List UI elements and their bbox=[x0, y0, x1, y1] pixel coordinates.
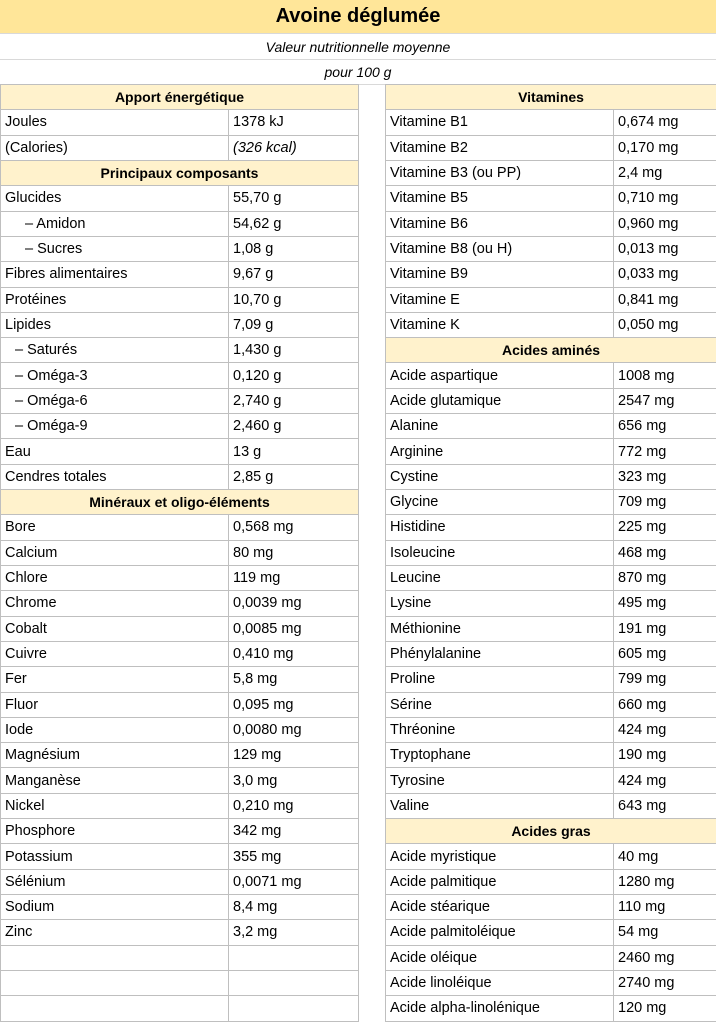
nutrient-row bbox=[1, 895, 359, 920]
nutrient-row bbox=[1, 135, 359, 160]
nutrient-name: Cobalt bbox=[1, 616, 229, 641]
nutrient-value bbox=[229, 970, 359, 995]
nutrient-row bbox=[1, 591, 359, 616]
nutrient-row bbox=[1, 540, 359, 565]
nutrient-row bbox=[386, 945, 716, 970]
nutrient-row bbox=[386, 616, 716, 641]
nutrient-row bbox=[1, 692, 359, 717]
nutrient-name: Acide linoléique bbox=[386, 970, 614, 995]
nutrient-name: – Oméga-6 bbox=[1, 388, 229, 413]
nutrient-row bbox=[1, 312, 359, 337]
nutrient-value: 468 mg bbox=[614, 540, 716, 565]
nutrient-value: 2460 mg bbox=[614, 945, 716, 970]
nutrient-name: Vitamine B1 bbox=[386, 110, 614, 135]
nutrient-row bbox=[386, 996, 716, 1021]
nutrient-name: Eau bbox=[1, 439, 229, 464]
nutrient-row bbox=[1, 262, 359, 287]
nutrient-value: 129 mg bbox=[229, 743, 359, 768]
nutrient-value: 0,210 mg bbox=[229, 793, 359, 818]
nutrient-value: 656 mg bbox=[614, 414, 716, 439]
section-header-row bbox=[386, 819, 716, 844]
nutrient-value: 54,62 g bbox=[229, 211, 359, 236]
nutrient-value: 2547 mg bbox=[614, 388, 716, 413]
nutrient-value: 0,674 mg bbox=[614, 110, 716, 135]
nutrient-value: 190 mg bbox=[614, 743, 716, 768]
nutrient-row bbox=[386, 388, 716, 413]
nutrient-row bbox=[1, 869, 359, 894]
nutrient-value: 0,0085 mg bbox=[229, 616, 359, 641]
nutrient-name: Phénylalanine bbox=[386, 641, 614, 666]
nutrient-name: Lipides bbox=[1, 312, 229, 337]
nutrient-value: 0,0071 mg bbox=[229, 869, 359, 894]
nutrient-row bbox=[386, 186, 716, 211]
nutrient-name: Fer bbox=[1, 667, 229, 692]
nutrient-value: 0,841 mg bbox=[614, 287, 716, 312]
nutrient-name bbox=[1, 970, 229, 995]
nutrient-value: 0,170 mg bbox=[614, 135, 716, 160]
nutrient-name: Alanine bbox=[386, 414, 614, 439]
nutrient-name: Arginine bbox=[386, 439, 614, 464]
nutrient-name: Manganèse bbox=[1, 768, 229, 793]
nutrient-row bbox=[386, 439, 716, 464]
nutrient-name: Acide glutamique bbox=[386, 388, 614, 413]
nutrient-row bbox=[386, 895, 716, 920]
nutrient-value: 54 mg bbox=[614, 920, 716, 945]
nutrient-name: – Saturés bbox=[1, 338, 229, 363]
nutrient-value: 772 mg bbox=[614, 439, 716, 464]
nutrient-value: 0,095 mg bbox=[229, 692, 359, 717]
nutrient-row bbox=[386, 768, 716, 793]
nutrient-name: Vitamine E bbox=[386, 287, 614, 312]
nutrient-name: Vitamine B2 bbox=[386, 135, 614, 160]
nutrient-value: 605 mg bbox=[614, 641, 716, 666]
nutrient-row bbox=[1, 388, 359, 413]
nutrient-name: Sélénium bbox=[1, 869, 229, 894]
nutrient-name: Vitamine B8 (ou H) bbox=[386, 236, 614, 261]
section-header: Vitamines bbox=[386, 85, 716, 110]
right-nutrient-table bbox=[385, 84, 716, 1022]
nutrient-name: Proline bbox=[386, 667, 614, 692]
nutrient-value: 110 mg bbox=[614, 895, 716, 920]
nutrient-row bbox=[386, 236, 716, 261]
nutrient-name: Isoleucine bbox=[386, 540, 614, 565]
nutrient-name: Protéines bbox=[1, 287, 229, 312]
nutrient-row bbox=[386, 135, 716, 160]
nutrient-row bbox=[1, 186, 359, 211]
nutrient-name: Magnésium bbox=[1, 743, 229, 768]
section-header-row bbox=[386, 85, 716, 110]
nutrient-row bbox=[386, 211, 716, 236]
nutrient-value: (326 kcal) bbox=[229, 135, 359, 160]
nutrient-value: 55,70 g bbox=[229, 186, 359, 211]
nutrient-row bbox=[386, 565, 716, 590]
section-header-row bbox=[1, 85, 359, 110]
nutrient-value: 0,0039 mg bbox=[229, 591, 359, 616]
nutrient-value: 120 mg bbox=[614, 996, 716, 1021]
section-header: Principaux composants bbox=[1, 160, 359, 185]
nutrient-value: 10,70 g bbox=[229, 287, 359, 312]
per-quantity: pour 100 g bbox=[0, 59, 716, 85]
nutrient-name: Sérine bbox=[386, 692, 614, 717]
nutrient-row bbox=[1, 363, 359, 388]
nutrient-row bbox=[1, 110, 359, 135]
nutrient-name: Histidine bbox=[386, 515, 614, 540]
nutrient-name: Chrome bbox=[1, 591, 229, 616]
nutrient-row bbox=[386, 869, 716, 894]
nutrient-value: 0,960 mg bbox=[614, 211, 716, 236]
nutrient-row bbox=[1, 211, 359, 236]
nutrient-name: Cendres totales bbox=[1, 464, 229, 489]
nutrient-row bbox=[1, 920, 359, 945]
nutrient-value: 2740 mg bbox=[614, 970, 716, 995]
nutrient-value: 0,0080 mg bbox=[229, 717, 359, 742]
nutrient-value: 9,67 g bbox=[229, 262, 359, 287]
nutrient-name: Vitamine B3 (ou PP) bbox=[386, 160, 614, 185]
nutrient-value: 643 mg bbox=[614, 793, 716, 818]
nutrient-name: Fluor bbox=[1, 692, 229, 717]
nutrient-row bbox=[1, 970, 359, 995]
nutrient-value: 660 mg bbox=[614, 692, 716, 717]
nutrient-name: Nickel bbox=[1, 793, 229, 818]
subtitle: Valeur nutritionnelle moyenne bbox=[0, 34, 716, 60]
nutrient-row bbox=[386, 490, 716, 515]
section-header-row bbox=[1, 490, 359, 515]
nutrient-name: Lysine bbox=[386, 591, 614, 616]
nutrient-row bbox=[386, 515, 716, 540]
nutrient-value: 709 mg bbox=[614, 490, 716, 515]
section-header-row bbox=[1, 160, 359, 185]
nutrient-value: 0,033 mg bbox=[614, 262, 716, 287]
nutrient-row bbox=[1, 743, 359, 768]
nutrient-name: Tryptophane bbox=[386, 743, 614, 768]
nutrient-name: Thréonine bbox=[386, 717, 614, 742]
nutrient-row bbox=[1, 515, 359, 540]
nutrient-name: (Calories) bbox=[1, 135, 229, 160]
nutrient-name: Joules bbox=[1, 110, 229, 135]
nutrient-name: Vitamine K bbox=[386, 312, 614, 337]
nutrient-name: Acide aspartique bbox=[386, 363, 614, 388]
nutrient-name: – Oméga-3 bbox=[1, 363, 229, 388]
nutrient-name: Fibres alimentaires bbox=[1, 262, 229, 287]
nutrient-value: 191 mg bbox=[614, 616, 716, 641]
nutrient-row bbox=[1, 414, 359, 439]
nutrient-row bbox=[386, 844, 716, 869]
nutrient-name: Leucine bbox=[386, 565, 614, 590]
nutrient-value: 80 mg bbox=[229, 540, 359, 565]
nutrient-value: 424 mg bbox=[614, 768, 716, 793]
nutrient-value: 342 mg bbox=[229, 819, 359, 844]
nutrient-name: Iode bbox=[1, 717, 229, 742]
nutrient-row bbox=[386, 160, 716, 185]
section-header: Minéraux et oligo-éléments bbox=[1, 490, 359, 515]
nutrient-row bbox=[386, 743, 716, 768]
nutrient-value: 0,050 mg bbox=[614, 312, 716, 337]
nutrient-name: Acide palmitique bbox=[386, 869, 614, 894]
nutrient-name: Zinc bbox=[1, 920, 229, 945]
nutrient-row bbox=[386, 464, 716, 489]
nutrient-value bbox=[229, 945, 359, 970]
nutrient-name: Glycine bbox=[386, 490, 614, 515]
nutrient-name: Vitamine B5 bbox=[386, 186, 614, 211]
nutrient-value: 3,2 mg bbox=[229, 920, 359, 945]
nutrient-name: Cystine bbox=[386, 464, 614, 489]
nutrient-name: – Oméga-9 bbox=[1, 414, 229, 439]
nutrient-row bbox=[386, 287, 716, 312]
nutrient-value: 1008 mg bbox=[614, 363, 716, 388]
nutrient-name: Potassium bbox=[1, 844, 229, 869]
nutrient-value: 1378 kJ bbox=[229, 110, 359, 135]
nutrient-name: Vitamine B6 bbox=[386, 211, 614, 236]
nutrient-value: 0,410 mg bbox=[229, 641, 359, 666]
nutrient-row bbox=[1, 338, 359, 363]
nutrient-value: 2,740 g bbox=[229, 388, 359, 413]
nutrient-row bbox=[1, 236, 359, 261]
nutrient-value: 870 mg bbox=[614, 565, 716, 590]
nutrient-value: 0,013 mg bbox=[614, 236, 716, 261]
nutrient-row bbox=[1, 945, 359, 970]
nutrient-name: Acide myristique bbox=[386, 844, 614, 869]
nutrient-row bbox=[386, 970, 716, 995]
nutrient-value: 40 mg bbox=[614, 844, 716, 869]
nutrient-value: 495 mg bbox=[614, 591, 716, 616]
nutrient-name: – Sucres bbox=[1, 236, 229, 261]
nutrient-row bbox=[386, 667, 716, 692]
nutrient-row bbox=[1, 717, 359, 742]
nutrient-value: 5,8 mg bbox=[229, 667, 359, 692]
nutrient-name: Vitamine B9 bbox=[386, 262, 614, 287]
nutrient-row bbox=[386, 793, 716, 818]
nutrient-value: 225 mg bbox=[614, 515, 716, 540]
nutrient-row bbox=[386, 363, 716, 388]
nutrient-name: Acide palmitoléique bbox=[386, 920, 614, 945]
nutrient-row bbox=[386, 414, 716, 439]
nutrient-row bbox=[386, 591, 716, 616]
nutrient-row bbox=[1, 287, 359, 312]
nutrient-name: Cuivre bbox=[1, 641, 229, 666]
nutrient-value: 119 mg bbox=[229, 565, 359, 590]
nutrient-value: 1,08 g bbox=[229, 236, 359, 261]
nutrient-value: 2,460 g bbox=[229, 414, 359, 439]
nutrient-value: 0,120 g bbox=[229, 363, 359, 388]
nutrient-value: 13 g bbox=[229, 439, 359, 464]
nutrient-value: 3,0 mg bbox=[229, 768, 359, 793]
nutrient-name: – Amidon bbox=[1, 211, 229, 236]
nutrient-value: 1,430 g bbox=[229, 338, 359, 363]
nutrient-value: 2,85 g bbox=[229, 464, 359, 489]
nutrient-row bbox=[1, 464, 359, 489]
section-header: Acides gras bbox=[386, 819, 716, 844]
nutrient-row bbox=[1, 641, 359, 666]
nutrient-name: Chlore bbox=[1, 565, 229, 590]
nutrient-name: Acide alpha-linolénique bbox=[386, 996, 614, 1021]
nutrient-name: Glucides bbox=[1, 186, 229, 211]
section-header: Apport énergétique bbox=[1, 85, 359, 110]
nutrient-value: 0,710 mg bbox=[614, 186, 716, 211]
nutrient-value: 323 mg bbox=[614, 464, 716, 489]
nutrient-name: Tyrosine bbox=[386, 768, 614, 793]
nutrient-name: Sodium bbox=[1, 895, 229, 920]
nutrient-value bbox=[229, 996, 359, 1021]
nutrient-name: Phosphore bbox=[1, 819, 229, 844]
nutrient-value: 0,568 mg bbox=[229, 515, 359, 540]
nutrient-row bbox=[386, 540, 716, 565]
nutrient-value: 424 mg bbox=[614, 717, 716, 742]
nutrient-row bbox=[386, 692, 716, 717]
nutrient-name bbox=[1, 996, 229, 1021]
nutrient-value: 2,4 mg bbox=[614, 160, 716, 185]
nutrient-row bbox=[1, 616, 359, 641]
section-header-row bbox=[386, 338, 716, 363]
nutrient-row bbox=[1, 844, 359, 869]
nutrient-row bbox=[1, 996, 359, 1021]
section-header: Acides aminés bbox=[386, 338, 716, 363]
nutrient-value: 1280 mg bbox=[614, 869, 716, 894]
left-nutrient-table bbox=[0, 84, 359, 1022]
nutrient-value: 7,09 g bbox=[229, 312, 359, 337]
nutrient-value: 355 mg bbox=[229, 844, 359, 869]
nutrient-name: Acide stéarique bbox=[386, 895, 614, 920]
nutrient-row bbox=[386, 110, 716, 135]
nutrient-row bbox=[386, 262, 716, 287]
nutrient-name: Méthionine bbox=[386, 616, 614, 641]
nutrient-name: Acide oléique bbox=[386, 945, 614, 970]
nutrient-row bbox=[1, 819, 359, 844]
nutrient-name bbox=[1, 945, 229, 970]
nutrient-value: 799 mg bbox=[614, 667, 716, 692]
nutrient-row bbox=[1, 793, 359, 818]
nutrient-row bbox=[386, 717, 716, 742]
nutrient-name: Calcium bbox=[1, 540, 229, 565]
nutrient-row bbox=[1, 439, 359, 464]
nutrient-row bbox=[386, 920, 716, 945]
nutrient-row bbox=[386, 312, 716, 337]
table-title: Avoine déglumée bbox=[0, 0, 716, 34]
nutrient-row bbox=[1, 667, 359, 692]
nutrient-row bbox=[1, 565, 359, 590]
nutrient-name: Bore bbox=[1, 515, 229, 540]
nutrient-value: 8,4 mg bbox=[229, 895, 359, 920]
nutrient-row bbox=[386, 641, 716, 666]
nutrient-row bbox=[1, 768, 359, 793]
nutrient-name: Valine bbox=[386, 793, 614, 818]
